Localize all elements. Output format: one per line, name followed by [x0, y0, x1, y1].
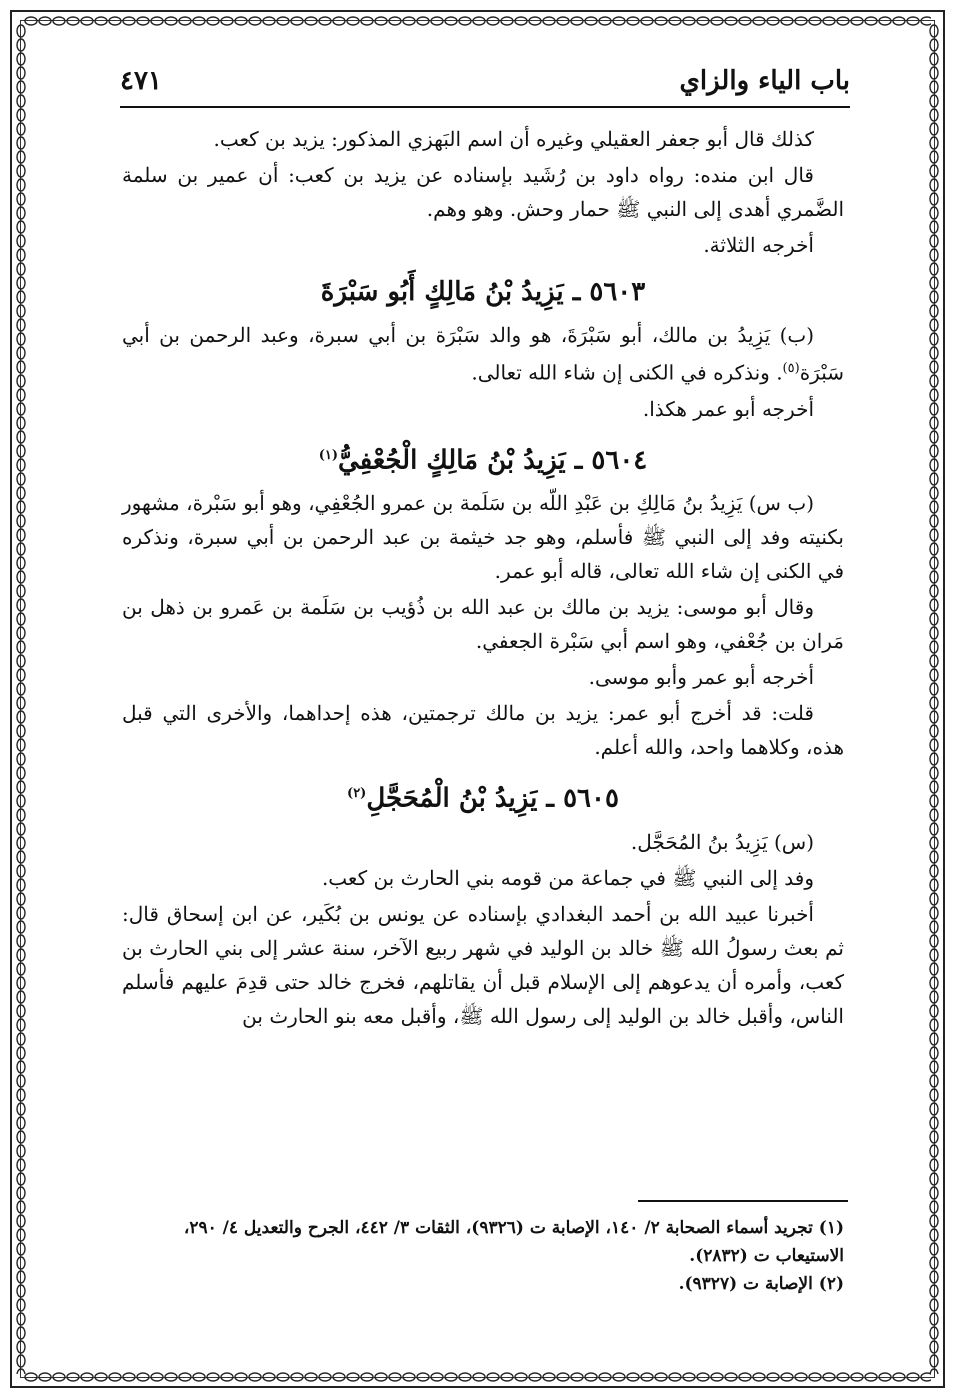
decorative-border-bottom [24, 1370, 931, 1384]
paragraph: (س) يَزِيدُ بنُ المُحَجَّل. [630, 829, 814, 854]
paragraph: كذلك قال أبو جعفر العقيلي وغيره أن اسم البَهزي المذكور: يزيد بن كعب. [213, 127, 814, 151]
decorative-border-top [24, 14, 931, 28]
decorative-border-left [14, 24, 28, 1374]
paragraph: (ب س) يَزِيدُ بنُ مَالِكِ بن عَبْدِ اللّه بن سَلَمة بن عمرو الجُعْفِي، وهو أبو سَبْرة، مشهور بكنيته وفد إلى النبي ﷺ فأسلم، وهو جد خيثمة بن عبد الرحمن بن أبي سبرة، ونذكره في الكنى إن شاء الله تعالى، قاله أبو عمر. [122, 491, 844, 584]
paragraph: أخرجه أبو عمر هكذا. [642, 396, 814, 421]
paragraph [122, 318, 844, 390]
paragraph-text: (ب) يَزِيدُ بن مالك، أبو سَبْرَةَ، هو والد سَبْرَة بن أبي سبرة، وعبد الرحمن بن أبي سَبْرَة [122, 323, 844, 385]
main-text [122, 122, 844, 1035]
paragraph: وقال أبو موسى: يزيد بن مالك بن عبد الله بن ذُؤيب بن سَلَمة بن عَمرو بن ذهل بن مَران بن جُعْفي، وهو اسم أبي سَبْرة الجعفي. [122, 595, 844, 654]
paragraph: أخبرنا عبيد الله بن أحمد البغدادي بإسناده عن يونس بن بُكَير، عن ابن إسحاق قال: ثم بعث رسولُ الله ﷺ خالد بن الوليد في شهر ربيع الآخر، سنة عشر إلى بني الحارث بن كعب، وأمره أن يدعوهم إلى الإسلام قبل أن يقاتلهم، فخرج خالد حتى قدِمَ عليهم فأسلم الناس، وأقبل خالد بن الوليد إلى رسول الله ﷺ، وأقبل معه بنو الحارث بن [122, 901, 844, 1028]
page-header [120, 62, 850, 102]
footnote-ref: (٢) [347, 786, 367, 802]
entry-heading-5605 [122, 774, 844, 819]
heading-text: ٥٦٠٤ ـ يَزِيدُ بْنُ مَالِكٍ الْجُعْفِيُّ [338, 445, 648, 476]
paragraph: أخرجه الثلاثة. [703, 233, 814, 257]
footnote-1: (١) تجريد أسماء الصحابة ٢/ ١٤٠، الإصابة ت (٩٣٢٦)، الثقات ٣/ ٤٤٢، الجرح والتعديل ٤/ ٢٩٠، الاستيعاب ت (٢٨٣٢). [183, 1218, 844, 1266]
footnote-2: (٢) الإصابة ت (٩٣٢٧). [678, 1274, 844, 1294]
chapter-title: باب الياء والزاي [679, 66, 850, 96]
footnotes [122, 1214, 844, 1298]
heading-text: ٥٦٠٥ ـ يَزِيدُ بْنُ الْمُحَجَّلِ [366, 783, 619, 814]
paragraph: قلت: قد أخرج أبو عمر: يزيد بن مالك ترجمتين، هذه إحداهما، والأخرى التي قبل هذه، وكلاهما واحد، والله أعلم. [122, 701, 844, 760]
decorative-border-right [927, 24, 941, 1374]
paragraph: وفد إلى النبي ﷺ في جماعة من قومه بني الحارث بن كعب. [321, 865, 814, 890]
footnote-rule [638, 1200, 848, 1202]
paragraph: أخرجه أبو عمر وأبو موسى. [588, 665, 814, 690]
paragraph-text: . ونذكره في الكنى إن شاء الله تعالى. [471, 360, 783, 385]
entry-heading-5604 [122, 436, 844, 481]
page-number: ٤٧١ [120, 66, 162, 96]
footnote-ref: (٥) [782, 361, 800, 376]
header-rule [120, 106, 850, 108]
footnote-ref: (١) [318, 447, 339, 463]
paragraph: قال ابن منده: رواه داود بن رُشَيد بإسناده عن يزيد بن كعب: أن عمير بن سلمة الضَّمري أهدى إلى النبي ﷺ حمار وحش. وهو وهم. [122, 163, 844, 221]
entry-heading-5603: ٥٦٠٣ ـ يَزِيدُ بْنُ مَالِكٍ أَبُو سَبْرَةَ [320, 277, 646, 307]
